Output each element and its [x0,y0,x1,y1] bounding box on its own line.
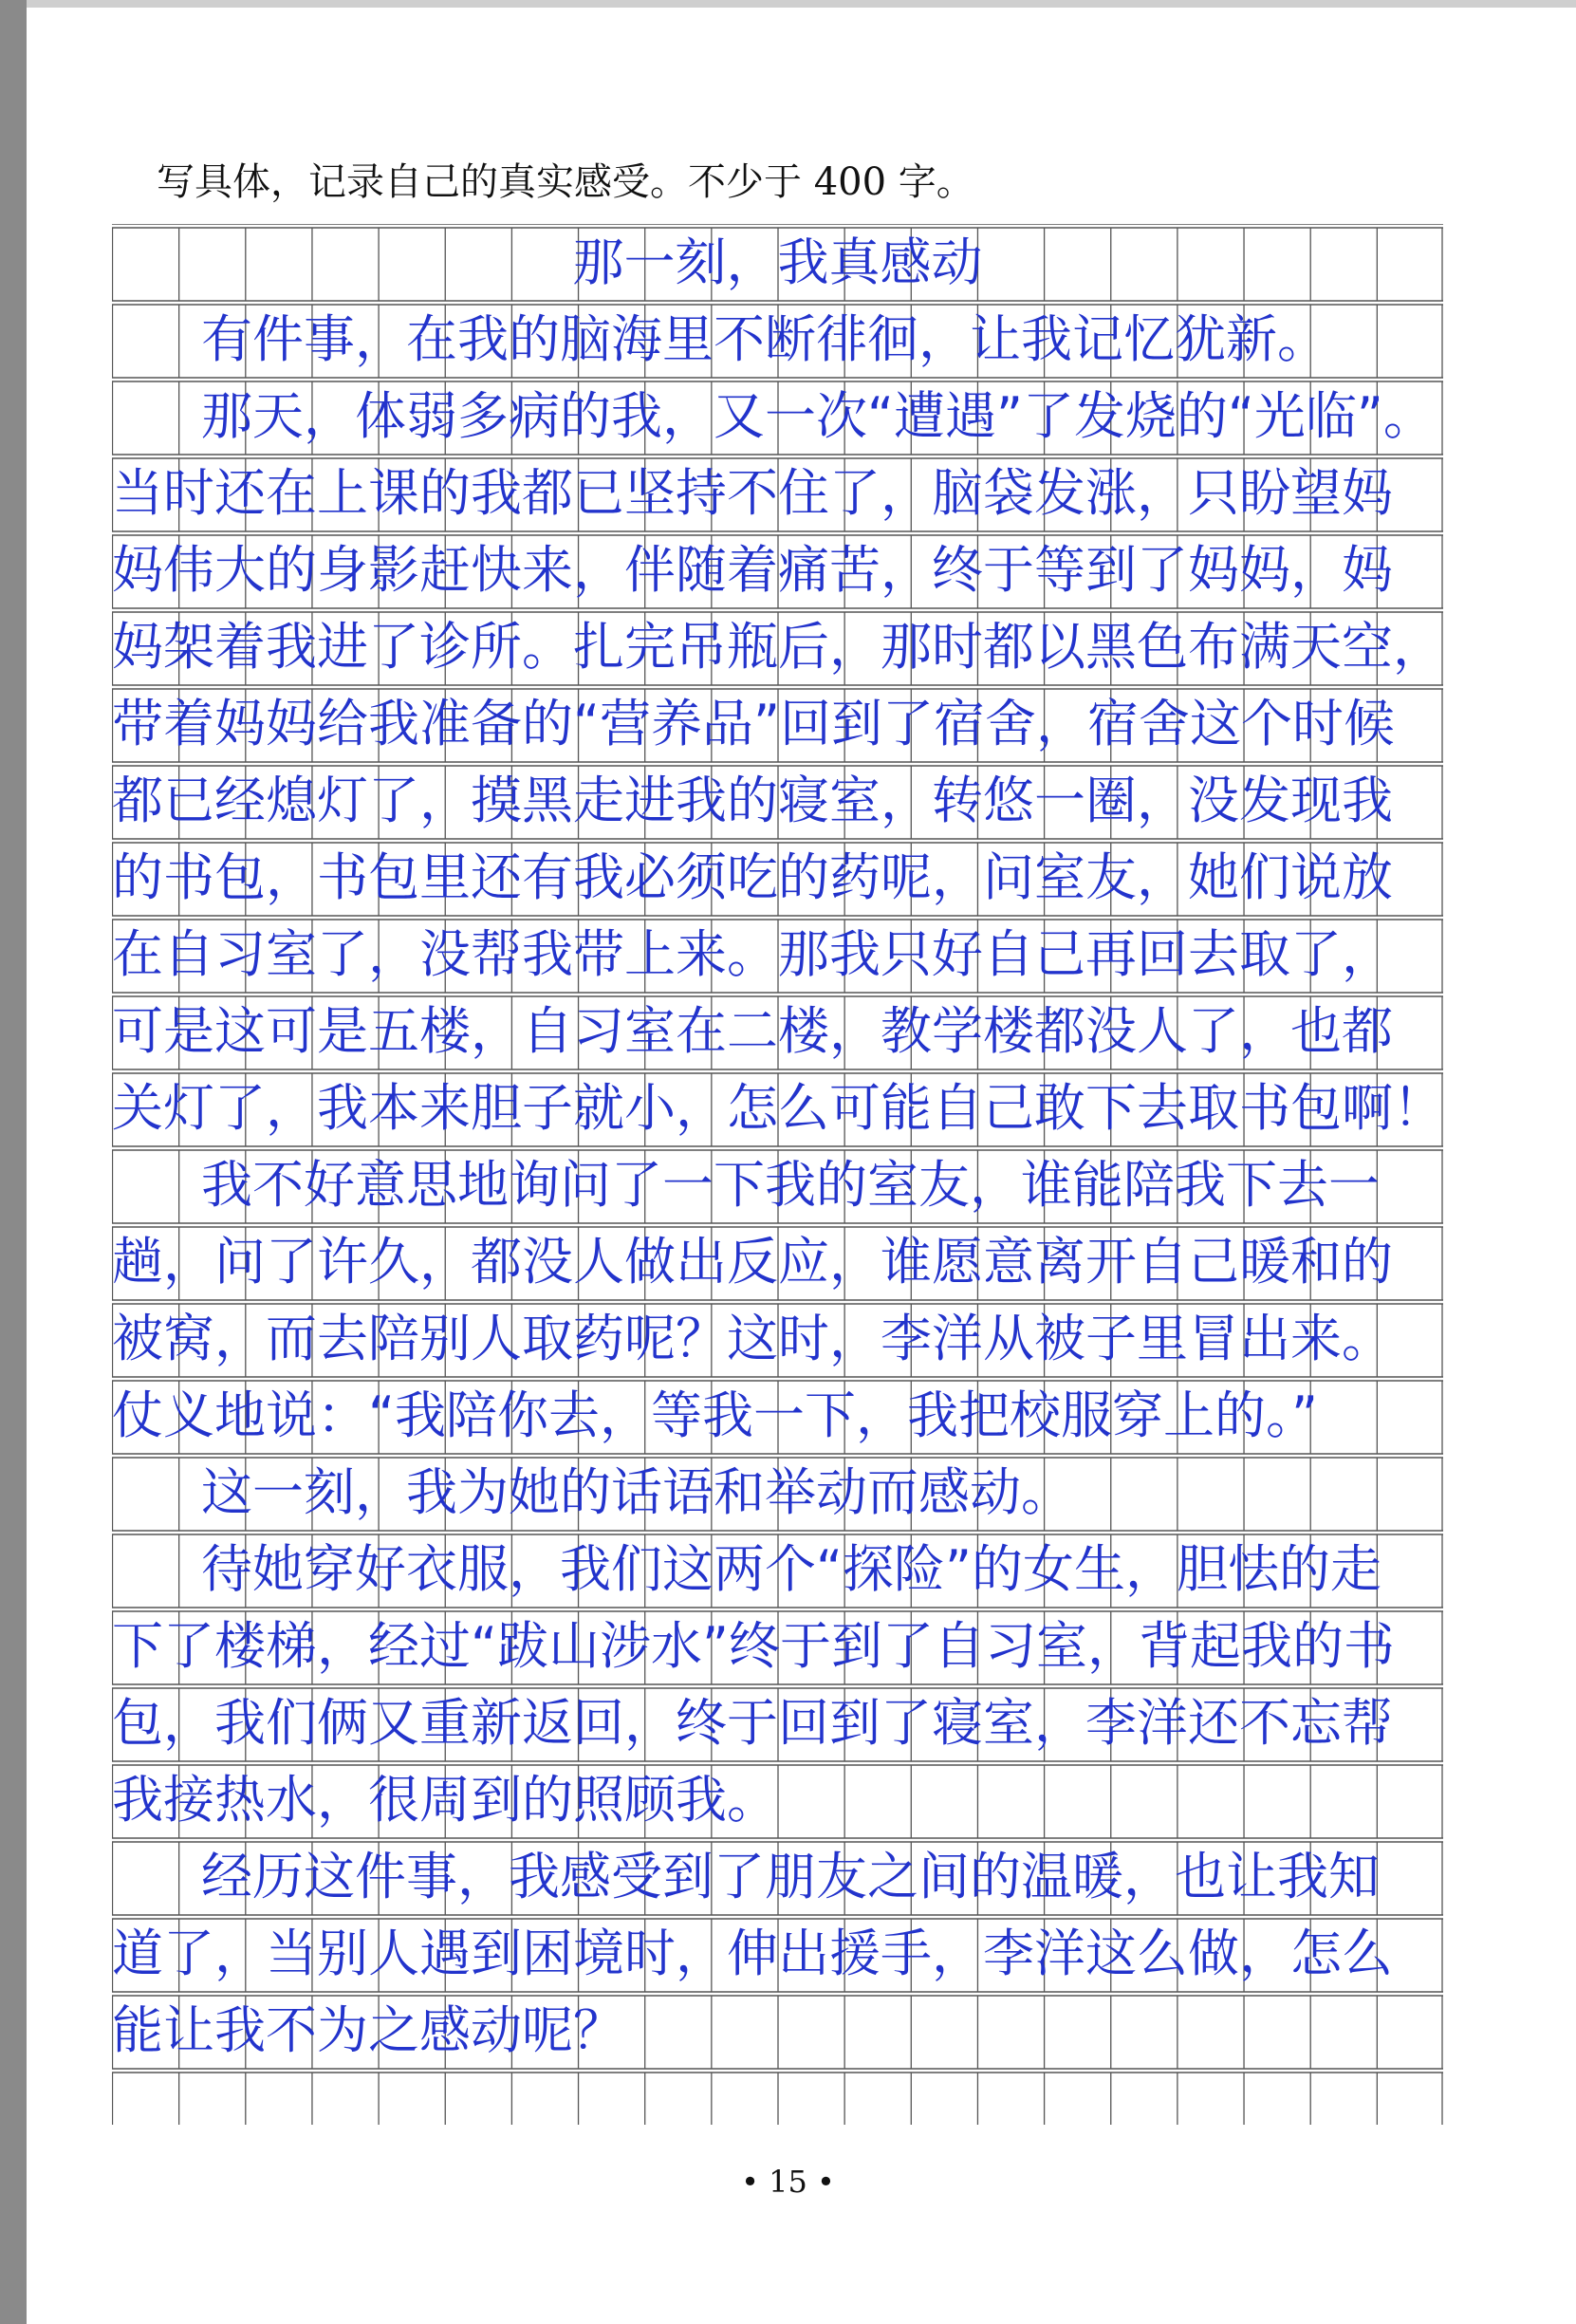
essay-line: 被窝，而去陪别人取药呢？这时，李洋从被子里冒出来。 [112,1309,1393,1368]
scan-left-edge [0,0,27,2324]
essay-line [112,2071,1443,2144]
essay-line: 妈架着我进了诊所。扎完吊瓶后，那时都以黑色布满天空， [112,617,1444,677]
essay-line: 带着妈妈给我准备的“营养品”回到了宿舍，宿舍这个时候 [112,694,1395,753]
essay-line: 关灯了，我本来胆子就小，怎么可能自己敢下去取书包啊！ [112,1078,1444,1138]
essay-body [112,224,1443,2125]
essay-line: 经历这件事，我感受到了朋友之间的温暖，也让我知 [201,1847,1380,1906]
essay-line: 可是这可是五楼，自习室在二楼，教学楼都没人了，也都 [112,1001,1393,1061]
page-number: • 15 • [741,2164,835,2200]
essay-line: 那天，体弱多病的我，又一次“遭遇”了发烧的“光临”。 [201,386,1435,446]
essay-line: 下了楼梯，经过“跋山涉水”终于到了自习室，背起我的书 [112,1616,1395,1676]
essay-title: 那一刻，我真感动 [572,232,983,292]
essay-line: 待她穿好衣服，我们这两个“探险”的女生，胆怯的走 [201,1539,1381,1599]
essay-line: 在自习室了，没帮我带上来。那我只好自己再回去取了， [112,924,1393,984]
essay-line: 的书包，书包里还有我必须吃的药呢，问室友，她们说放 [112,847,1393,907]
essay-line: 能让我不为之感动呢？ [112,2000,624,2060]
essay-line: 我不好意思地询问了一下我的室友，谁能陪我下去一 [201,1155,1380,1215]
essay-line: 有件事，在我的脑海里不断徘徊，让我记忆犹新。 [201,309,1328,369]
essay-line: 妈伟大的身影赶快来，伴随着痛苦，终于等到了妈妈，妈 [112,540,1393,600]
essay-line: 仗义地说：“我陪你去，等我一下，我把校服穿上的。” [112,1385,1318,1445]
composition-grid-paper [112,224,1443,2125]
essay-line: 这一刻，我为她的话语和举动而感动。 [201,1462,1072,1522]
writing-instruction: 写具体，记录自己的真实感受。不少于 400 字。 [157,160,974,204]
essay-line: 都已经熄灯了，摸黑走进我的寝室，转悠一圈，没发现我 [112,771,1393,830]
essay-line: 包，我们俩又重新返回，终于回到了寝室，李洋还不忘帮 [112,1693,1393,1753]
essay-line: 当时还在上课的我都已坚持不住了，脑袋发涨，只盼望妈 [112,463,1393,523]
essay-line: 趟，问了许久，都没人做出反应，谁愿意离开自己暖和的 [112,1232,1393,1292]
essay-line: 我接热水，很周到的照顾我。 [112,1770,778,1830]
essay-line: 道了，当别人遇到困境时，伸出援手，李洋这么做，怎么 [112,1924,1393,1983]
scan-top-edge [0,0,1576,8]
